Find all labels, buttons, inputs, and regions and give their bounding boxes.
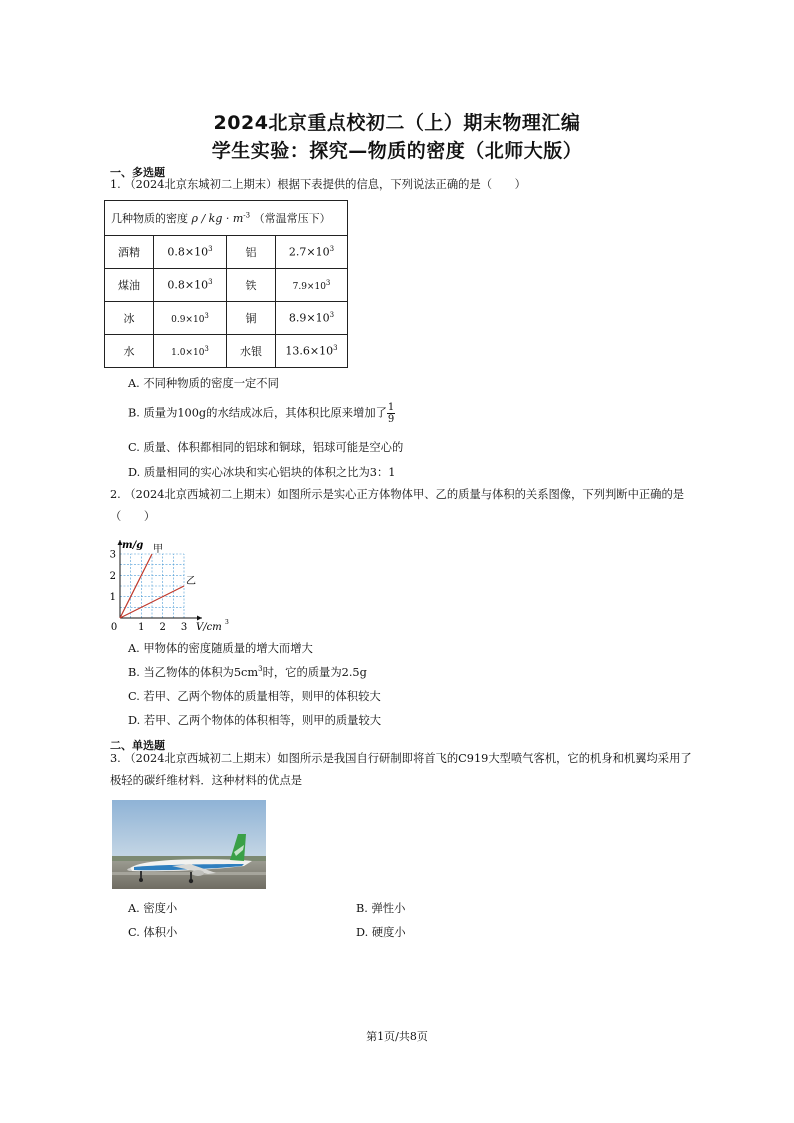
question-2-stem: 2. （2024北京西城初二上期末）如图所示是实心正方体物体甲、乙的质量与体积的关系图像，下列判断中正确的是（ ） [110, 488, 685, 523]
q1-option-b[interactable]: B. 质量为100g的水结成冰后，其体积比原来增加了 $\frac{1}{9}$ [128, 402, 395, 425]
q3-option-c[interactable]: C. 体积小 [128, 926, 178, 939]
question-1-stem: 1. （2024北京东城初二上期末）根据下表提供的信息，下列说法正确的是（ ） [110, 178, 526, 191]
y-tick-label: 1 [109, 592, 116, 604]
mass-volume-chart [104, 534, 234, 634]
q2-option-b[interactable]: B. 当乙物体的体积为$5cm^3$时，它的质量为2.5g [128, 665, 367, 679]
density-table [104, 200, 348, 368]
table-cell: $8.9\times 10^3$ [276, 302, 348, 335]
x-axis-arrow [197, 616, 202, 621]
table-row [105, 236, 348, 269]
table-cell: $1.0\times 10^3$ [154, 335, 227, 368]
y-tick-label: 2 [109, 570, 116, 582]
table-cell: $0.9\times 10^3$ [154, 302, 227, 335]
table-cell: $0.8\times 10^3$ [154, 236, 227, 269]
section-heading-multi: 一、多选题 [110, 166, 165, 179]
table-row [105, 302, 348, 335]
question-3-stem: 3. （2024北京西城初二上期末）如图所示是我国自行研制即将首飞的C919大型喷气客机，它的机身和机翼均采用了极轻的碳纤维材料．这种材料的优点是 [110, 752, 692, 787]
table-cell: 铝 [227, 236, 276, 269]
density-table-header: 几种物质的密度 ρ / kg · $m^{-3}$ （常温常压下） [105, 201, 348, 236]
table-cell: 煤油 [105, 269, 154, 302]
table-row [105, 335, 348, 368]
section-heading-single: 二、单选题 [110, 739, 165, 752]
q2-option-c[interactable]: C. 若甲、乙两个物体的质量相等，则甲的体积较大 [128, 690, 381, 703]
q1-option-c[interactable]: C. 质量、体积都相同的铝球和铜球，铝球可能是空心的 [128, 441, 404, 454]
table-cell: 水银 [227, 335, 276, 368]
q2-option-a[interactable]: A. 甲物体的密度随质量的增大而增大 [128, 642, 313, 655]
q1-option-d[interactable]: D. 质量相同的实心冰块和实心铝块的体积之比为3：1 [128, 466, 396, 479]
table-cell: $2.7\times 10^3$ [276, 236, 348, 269]
table-cell: 冰 [105, 302, 154, 335]
y-axis-label: m/g [122, 540, 144, 551]
table-cell: 铁 [227, 269, 276, 302]
x-tick-label: 3 [180, 622, 188, 633]
table-row [105, 269, 348, 302]
c919-airplane-photo [112, 800, 266, 889]
x-tick-label: 1 [138, 622, 145, 633]
x-axis-label: V/cm [196, 622, 222, 633]
table-cell: 酒精 [105, 236, 154, 269]
y-tick-label: 3 [109, 549, 116, 561]
x-axis-label-exponent: 3 [225, 619, 229, 626]
table-cell: 水 [105, 335, 154, 368]
page-footer: 第1页/共8页 [366, 1030, 428, 1043]
q2-option-d[interactable]: D. 若甲、乙两个物体的体积相等，则甲的质量较大 [128, 714, 382, 727]
x-tick-label: 2 [159, 622, 166, 633]
q3-option-a[interactable]: A. 密度小 [128, 902, 178, 915]
page-title: 2024北京重点校初二（上）期末物理汇编 [213, 112, 581, 134]
x-tick-label: 0 [110, 622, 118, 633]
table-cell: $13.6\times 10^3$ [276, 335, 348, 368]
series-label: 甲 [153, 544, 163, 555]
chart-grid [120, 554, 184, 618]
q3-option-b[interactable]: B. 弹性小 [356, 902, 406, 915]
table-cell: 铜 [227, 302, 276, 335]
table-cell: $0.8\times 10^3$ [154, 269, 227, 302]
fraction: $\frac{1}{9}$ [387, 402, 395, 425]
q3-option-d[interactable]: D. 硬度小 [356, 926, 406, 939]
q1-option-a[interactable]: A. 不同种物质的密度一定不同 [128, 377, 279, 390]
page-subtitle: 学生实验：探究—物质的密度（北师大版） [211, 140, 583, 162]
series-label: 乙 [186, 576, 196, 587]
table-cell: $7.9\times 10^3$ [276, 269, 348, 302]
